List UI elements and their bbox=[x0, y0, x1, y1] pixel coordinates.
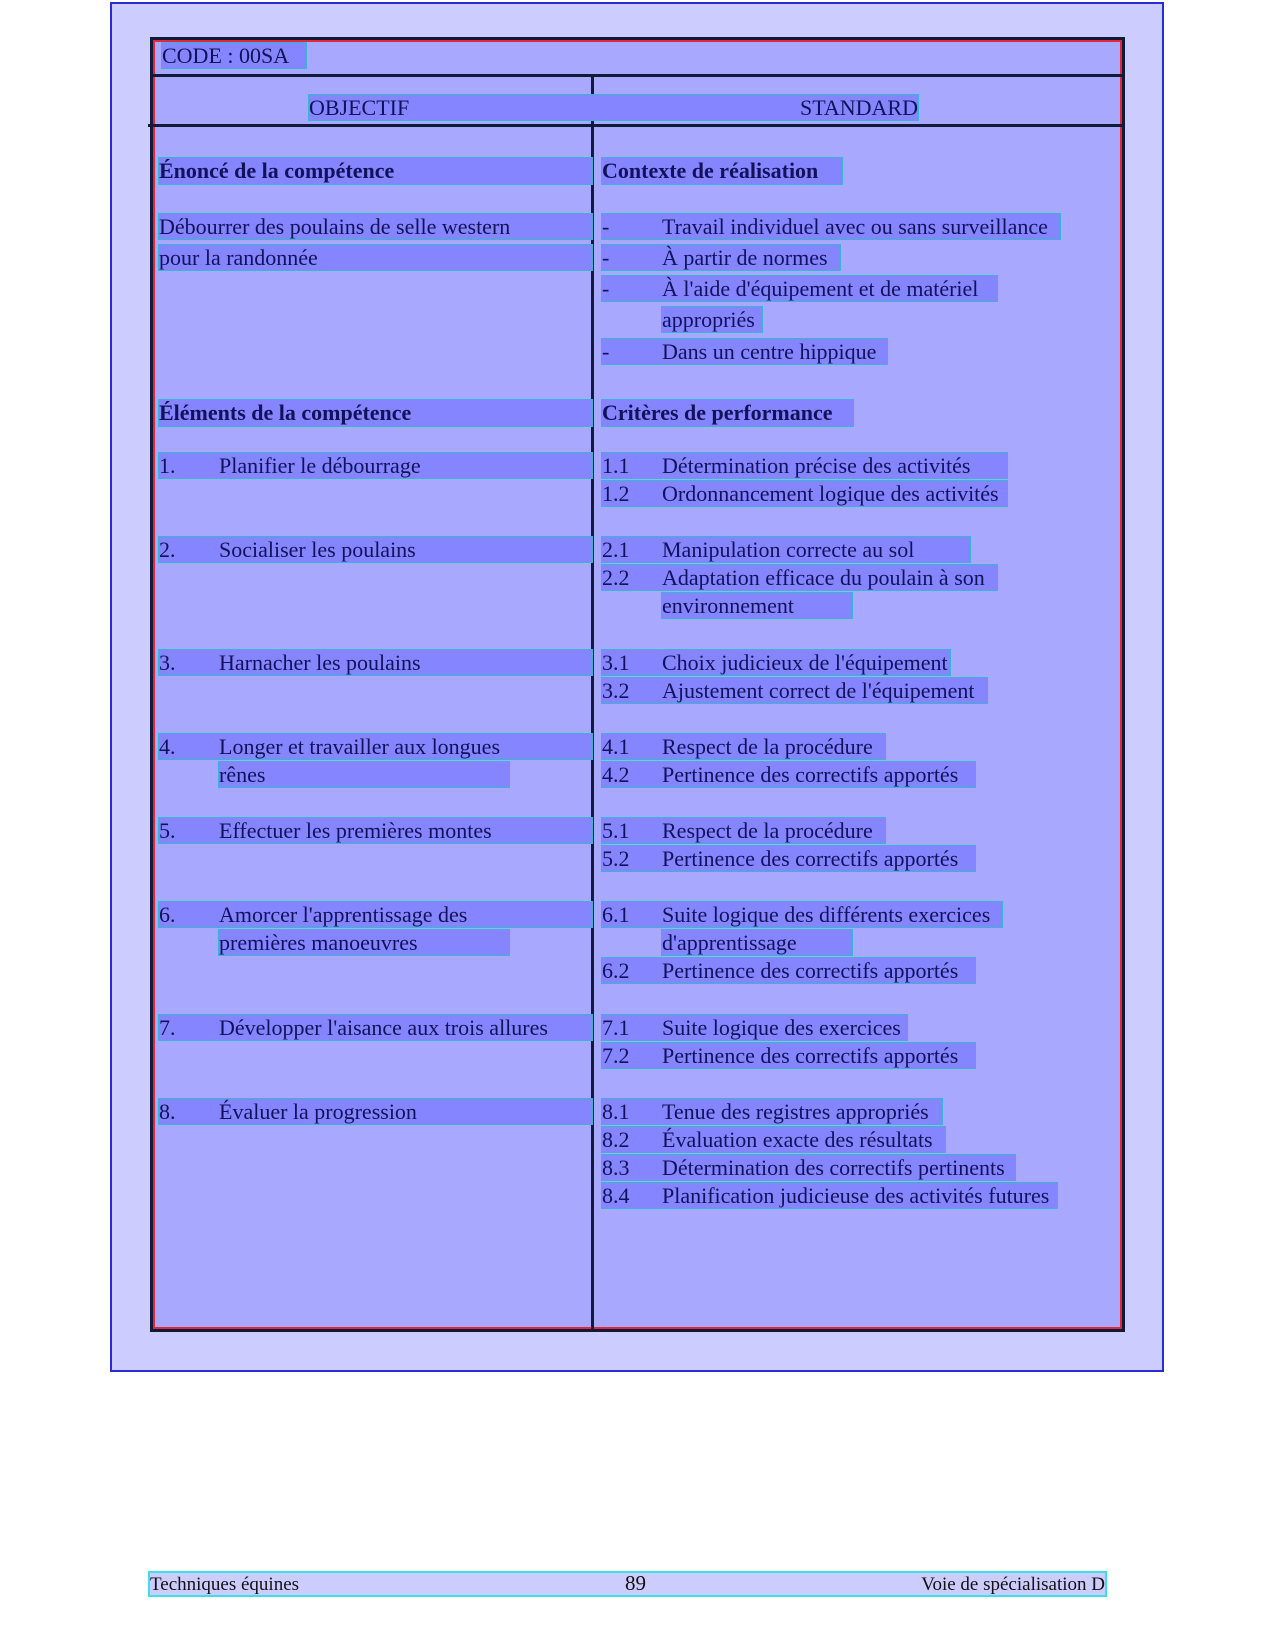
critere-number: 3.1 bbox=[602, 650, 630, 675]
page-number: 89 bbox=[625, 1571, 646, 1595]
elements-title: Éléments de la compétence bbox=[159, 400, 592, 426]
criteres-title: Critères de performance bbox=[602, 400, 853, 426]
critere-item bbox=[602, 1155, 1015, 1180]
critere-item bbox=[602, 1043, 975, 1068]
critere-text: Respect de la procédure bbox=[662, 734, 873, 759]
element-text: Développer l'aisance aux trois allures bbox=[219, 1015, 548, 1040]
critere-number: 3.2 bbox=[602, 678, 630, 703]
critere-number: 8.1 bbox=[602, 1099, 630, 1124]
critere-item bbox=[602, 481, 1007, 506]
element-number: 6. bbox=[159, 902, 176, 927]
critere-text: Pertinence des correctifs apportés bbox=[662, 762, 959, 787]
critere-item bbox=[602, 565, 997, 590]
enonce-line: Débourrer des poulains de selle western bbox=[159, 214, 592, 239]
critere-number: 4.2 bbox=[602, 762, 630, 787]
critere-item bbox=[602, 1015, 907, 1040]
contexte-item: - À l'aide d'équipement et de matériel bbox=[602, 276, 997, 301]
page-footer bbox=[150, 1573, 1105, 1595]
element-text: Harnacher les poulains bbox=[219, 650, 421, 675]
code-rule bbox=[153, 74, 1122, 77]
critere-text: Manipulation correcte au sol bbox=[662, 537, 915, 562]
element-item bbox=[159, 453, 592, 478]
header-standard: STANDARD bbox=[592, 95, 918, 120]
critere-number: 7.2 bbox=[602, 1043, 630, 1068]
critere-item bbox=[602, 1127, 945, 1152]
critere-item bbox=[602, 958, 975, 983]
header-rule bbox=[148, 124, 1122, 127]
contexte-item: - À partir de normes bbox=[602, 245, 840, 270]
element-number: 5. bbox=[159, 818, 176, 843]
critere-text: Évaluation exacte des résultats bbox=[662, 1127, 933, 1152]
element-text: Longer et travailler aux longues bbox=[219, 734, 501, 759]
critere-number: 2.1 bbox=[602, 537, 630, 562]
critere-text: Planification judicieuse des activités futures bbox=[662, 1183, 1050, 1208]
code-label: CODE : 00SA bbox=[162, 43, 306, 68]
critere-item bbox=[602, 537, 970, 562]
critere-item bbox=[602, 650, 950, 675]
critere-number: 8.4 bbox=[602, 1183, 630, 1208]
element-item bbox=[159, 650, 592, 675]
critere-number: 4.1 bbox=[602, 734, 630, 759]
enonce-title: Énoncé de la compétence bbox=[159, 158, 592, 184]
enonce-line: pour la randonnée bbox=[159, 245, 592, 270]
element-item bbox=[159, 902, 592, 927]
critere-text: Pertinence des correctifs apportés bbox=[662, 958, 959, 983]
critere-item-continued: d'apprentissage bbox=[662, 930, 852, 955]
element-item bbox=[159, 1015, 592, 1040]
element-number: 3. bbox=[159, 650, 176, 675]
critere-text: Tenue des registres appropriés bbox=[662, 1099, 929, 1124]
critere-item bbox=[602, 734, 885, 759]
critere-item bbox=[602, 1099, 942, 1124]
critere-number: 5.1 bbox=[602, 818, 630, 843]
element-item bbox=[159, 818, 592, 843]
critere-number: 6.1 bbox=[602, 902, 630, 927]
element-number: 7. bbox=[159, 1015, 176, 1040]
critere-item bbox=[602, 818, 885, 843]
critere-number: 5.2 bbox=[602, 846, 630, 871]
critere-text: Détermination des correctifs pertinents bbox=[662, 1155, 1005, 1180]
critere-text: Détermination précise des activités bbox=[662, 453, 971, 478]
critere-text: Pertinence des correctifs apportés bbox=[662, 846, 959, 871]
element-number: 1. bbox=[159, 453, 176, 478]
element-number: 4. bbox=[159, 734, 176, 759]
critere-number: 8.2 bbox=[602, 1127, 630, 1152]
element-number: 2. bbox=[159, 537, 176, 562]
footer-right: Voie de spécialisation D bbox=[921, 1574, 1105, 1595]
critere-item bbox=[602, 902, 1002, 927]
critere-number: 1.2 bbox=[602, 481, 630, 506]
element-text: Évaluer la progression bbox=[219, 1099, 417, 1124]
critere-item bbox=[602, 1183, 1057, 1208]
critere-item-continued: environnement bbox=[662, 593, 852, 618]
critere-text: Pertinence des correctifs apportés bbox=[662, 1043, 959, 1068]
critere-number: 1.1 bbox=[602, 453, 630, 478]
contexte-item: - Dans un centre hippique bbox=[602, 339, 887, 364]
element-number: 8. bbox=[159, 1099, 176, 1124]
critere-text: Suite logique des différents exercices bbox=[662, 902, 991, 927]
critere-number: 2.2 bbox=[602, 565, 630, 590]
element-text: Amorcer l'apprentissage des bbox=[219, 902, 468, 927]
element-text: Planifier le débourrage bbox=[219, 453, 421, 478]
critere-text: Adaptation efficace du poulain à son bbox=[662, 565, 985, 590]
header-objectif: OBJECTIF bbox=[309, 95, 592, 120]
contexte-item: - Travail individuel avec ou sans surveillance bbox=[602, 214, 1060, 239]
critere-text: Suite logique des exercices bbox=[662, 1015, 901, 1040]
element-text: Effectuer les premières montes bbox=[219, 818, 492, 843]
critere-number: 7.1 bbox=[602, 1015, 630, 1040]
contexte-title: Contexte de réalisation bbox=[602, 158, 842, 184]
critere-text: Respect de la procédure bbox=[662, 818, 873, 843]
element-item-continued: rênes bbox=[219, 762, 509, 787]
element-item-continued: premières manoeuvres bbox=[219, 930, 509, 955]
critere-item bbox=[602, 678, 987, 703]
element-item bbox=[159, 537, 592, 562]
critere-text: Choix judicieux de l'équipement bbox=[662, 650, 948, 675]
element-item bbox=[159, 1099, 592, 1124]
element-item bbox=[159, 734, 592, 759]
footer-left: Techniques équines bbox=[150, 1574, 300, 1595]
critere-text: Ajustement correct de l'équipement bbox=[662, 678, 975, 703]
critere-item bbox=[602, 762, 975, 787]
critere-item bbox=[602, 846, 975, 871]
element-text: Socialiser les poulains bbox=[219, 537, 416, 562]
critere-item bbox=[602, 453, 1007, 478]
critere-number: 6.2 bbox=[602, 958, 630, 983]
contexte-item-continued: appropriés bbox=[662, 307, 762, 332]
critere-number: 8.3 bbox=[602, 1155, 630, 1180]
critere-text: Ordonnancement logique des activités bbox=[662, 481, 999, 506]
